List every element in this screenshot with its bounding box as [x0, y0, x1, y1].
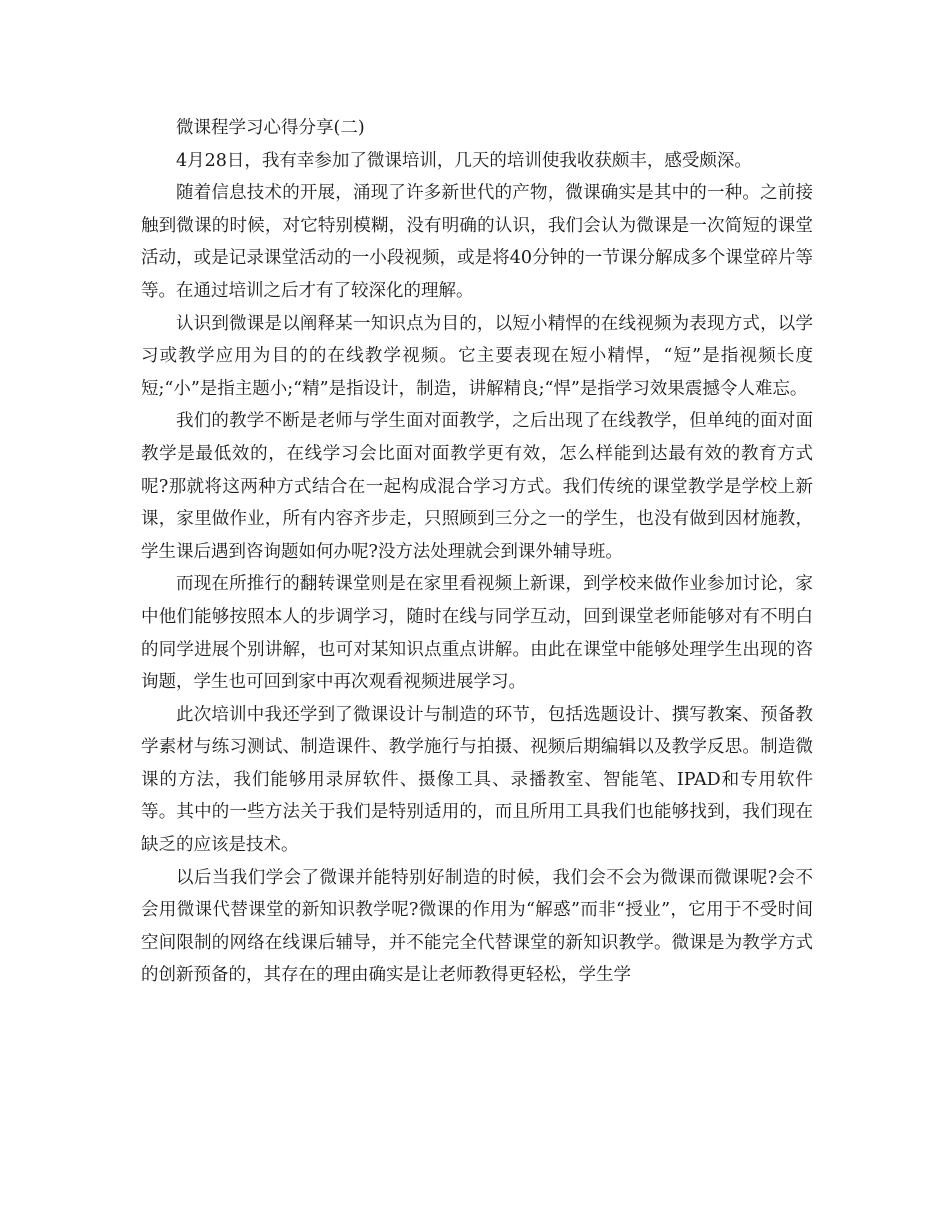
paragraph-6: 此次培训中我还学到了微课设计与制造的环节，包括选题设计、撰写教案、预备教学素材与练习测试、制造课件、教学施行与拍摄、视频后期编辑以及教学反思。制造微课的方法，我们能够用录屏软件、摄像工具、录播教室、智能笔、IPAD和专用软件等。其中的一些方法关于我们是特别适用的，而且所用工具我们也能够找到，我们现在缺乏的应该是技术。: [141, 704, 813, 856]
paragraph-2: 随着信息技术的开展，涌现了许多新世代的产物，微课确实是其中的一种。之前接触到微课的时候，对它特别模糊，没有明确的认识，我们会认为微课是一次简短的课堂活动，或是记录课堂活动的一小段视频，或是将40分钟的一节课分解成多个课堂碎片等等。在通过培训之后才有了较深化的理解。: [141, 183, 813, 301]
paragraph-5: 而现在所推行的翻转课堂则是在家里看视频上新课，到学校来做作业参加讨论，家中他们能够按照本人的步调学习，随时在线与同学互动，回到课堂老师能够对有不明白的同学进展个别讲解，也可对某知识点重点讲解。由此在课堂中能够处理学生出现的咨询题，学生也可回到家中再次观看视频进展学习。: [141, 574, 813, 693]
document-title: 微课程学习心得分享(二): [176, 118, 365, 138]
paragraph-4: 我们的教学不断是老师与学生面对面教学，之后出现了在线教学，但单纯的面对面教学是最低效的，在线学习会比面对面教学更有效，怎么样能到达最有效的教育方式呢?那就将这两种方式结合在一起构成混合学习方式。我们传统的课堂教学是学校上新课，家里做作业，所有内容齐步走，只照顾到三分之一的学生，也没有做到因材施教，学生课后遇到咨询题如何办呢?没方法处理就会到课外辅导班。: [141, 411, 813, 562]
paragraph-1: 4月28日，我有幸参加了微课培训，几天的培训使我收获颇丰，感受颇深。: [176, 150, 752, 171]
paragraph-3: 认识到微课是以阐释某一知识点为目的，以短小精悍的在线视频为表现方式，以学习或教学应用为目的的在线教学视频。它主要表现在短小精悍，“短”是指视频长度短;“小”是指主题小;“精”是指设计，制造，讲解精良;“悍”是指学习效果震撼令人难忘。: [141, 313, 813, 399]
document-body: [141, 112, 813, 992]
paragraph-7: 以后当我们学会了微课并能特别好制造的时候，我们会不会为微课而微课呢?会不会用微课代替课堂的新知识教学呢?微课的作用为“解惑”而非“授业”，它用于不受时间空间限制的网络在线课后辅导，并不能完全代替课堂的新知识教学。微课是为教学方式的创新预备的，其存在的理由确实是让老师教得更轻松，学生学: [141, 867, 813, 986]
